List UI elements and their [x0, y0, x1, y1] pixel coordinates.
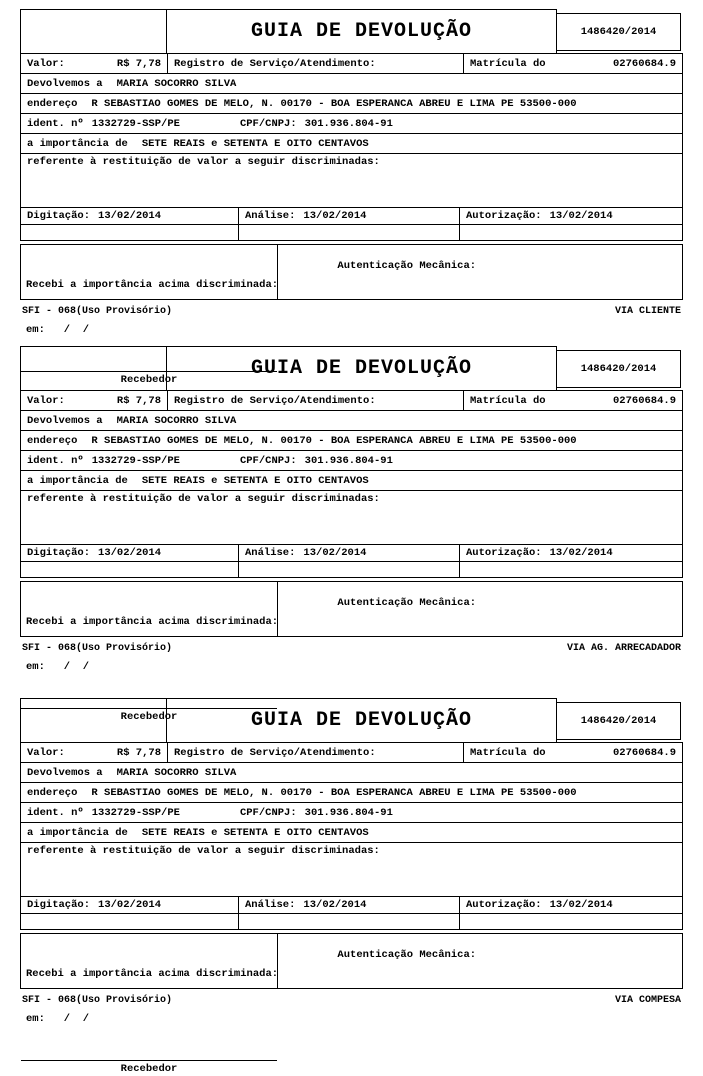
- valor-row: [20, 53, 683, 74]
- form-header: [20, 9, 683, 54]
- analise-cell: [239, 545, 460, 561]
- importancia-cell: [21, 134, 682, 153]
- valor-label: Valor:: [27, 394, 65, 407]
- form-footer: [20, 643, 683, 654]
- guide-number: 1486420/2014: [556, 702, 681, 740]
- registro-cell: [168, 391, 464, 410]
- importancia-value: SETE REAIS e SETENTA E OITO CENTAVOS: [141, 474, 369, 487]
- referente-row: [20, 842, 683, 897]
- devolvemos-label: Devolvemos a: [27, 766, 103, 779]
- valor-label: Valor:: [27, 57, 65, 70]
- matricula-value: 02760684.9: [612, 394, 676, 407]
- form-title: GUIA DE DEVOLUÇÃO: [166, 698, 557, 743]
- guia-de-devolucao-form: [20, 346, 683, 723]
- form-footer: [20, 995, 683, 1006]
- endereco-value: R SEBASTIAO GOMES DE MELO, N. 00170 - BOA ESPERANCA ABREU E LIMA PE 53500-000: [91, 786, 577, 799]
- guia-de-devolucao-form: [20, 9, 683, 386]
- form-header: [20, 698, 683, 743]
- digitacao-label: Digitação:: [27, 547, 91, 559]
- footer-form-code: SFI - 068(Uso Provisório): [22, 306, 173, 317]
- guide-number: 1486420/2014: [556, 13, 681, 51]
- endereco-label: endereço: [27, 434, 78, 447]
- footer-via-label: VIA COMPESA: [614, 995, 681, 1006]
- importancia-value: SETE REAIS e SETENTA E OITO CENTAVOS: [141, 826, 369, 839]
- ident-cell: [21, 114, 682, 133]
- autorizacao-value: 13/02/2014: [549, 210, 613, 222]
- analise-label: Análise:: [245, 210, 296, 222]
- autorizacao-cell: [460, 208, 682, 224]
- importancia-label: a importância de: [27, 826, 128, 839]
- endereco-row: [20, 782, 683, 803]
- digitacao-cell: [21, 208, 239, 224]
- ident-label: ident. nº: [27, 117, 84, 130]
- valor-value: R$ 7,78: [116, 746, 161, 759]
- ident-row: [20, 113, 683, 134]
- matricula-cell: [464, 54, 682, 73]
- importancia-row: [20, 470, 683, 491]
- valor-cell: [21, 54, 168, 73]
- blank-cell-2: [239, 914, 460, 929]
- digitacao-cell: [21, 897, 239, 913]
- cpf-label: CPF/CNPJ:: [239, 117, 297, 130]
- recebi-line1: Recebi a importância acima discriminada:: [26, 279, 279, 291]
- endereco-label: endereço: [27, 97, 78, 110]
- devolvemos-row: [20, 410, 683, 431]
- matricula-label: Matrícula do: [470, 57, 546, 70]
- endereco-row: [20, 93, 683, 114]
- importancia-cell: [21, 471, 682, 490]
- recebi-line2: em: / /: [26, 324, 90, 336]
- form-title: GUIA DE DEVOLUÇÃO: [166, 346, 557, 391]
- autenticacao-box: [277, 581, 683, 637]
- guia-de-devolucao-form: [20, 698, 683, 1075]
- form-title: GUIA DE DEVOLUÇÃO: [166, 9, 557, 54]
- autorizacao-cell: [460, 545, 682, 561]
- blank-cell-1: [21, 225, 239, 240]
- form-header: [20, 346, 683, 391]
- analise-label: Análise:: [245, 547, 296, 559]
- matricula-cell: [464, 743, 682, 762]
- header-empty-box: [20, 9, 167, 54]
- matricula-label: Matrícula do: [470, 394, 546, 407]
- analise-value: 13/02/2014: [303, 899, 367, 911]
- header-empty-box: [20, 698, 167, 743]
- blank-cell-2: [239, 562, 460, 577]
- autorizacao-cell: [460, 897, 682, 913]
- blank-cell-3: [460, 225, 682, 240]
- cpf-value: 301.936.804-91: [304, 806, 393, 819]
- valor-label: Valor:: [27, 746, 65, 759]
- ident-value: 1332729-SSP/PE: [91, 806, 180, 819]
- blank-cell-2: [239, 225, 460, 240]
- cpf-label: CPF/CNPJ:: [239, 806, 297, 819]
- referente-text: referente à restituição de valor a seguir discriminadas:: [27, 845, 380, 857]
- ident-cell: [21, 803, 682, 822]
- dates-row: [20, 896, 683, 914]
- importancia-label: a importância de: [27, 474, 128, 487]
- referente-cell: [21, 154, 682, 207]
- analise-cell: [239, 208, 460, 224]
- digitacao-label: Digitação:: [27, 899, 91, 911]
- valor-value: R$ 7,78: [116, 394, 161, 407]
- blank-cell-1: [21, 914, 239, 929]
- endereco-value: R SEBASTIAO GOMES DE MELO, N. 00170 - BOA ESPERANCA ABREU E LIMA PE 53500-000: [91, 97, 577, 110]
- footer-form-code: SFI - 068(Uso Provisório): [22, 995, 173, 1006]
- matricula-label: Matrícula do: [470, 746, 546, 759]
- registro-cell: [168, 54, 464, 73]
- header-empty-box: [20, 346, 167, 391]
- referente-cell: [21, 491, 682, 544]
- referente-row: [20, 153, 683, 208]
- registro-label: Registro de Serviço/Atendimento:: [174, 394, 376, 407]
- cpf-label: CPF/CNPJ:: [239, 454, 297, 467]
- endereco-cell: [21, 783, 682, 802]
- importancia-value: SETE REAIS e SETENTA E OITO CENTAVOS: [141, 137, 369, 150]
- digitacao-cell: [21, 545, 239, 561]
- ident-value: 1332729-SSP/PE: [91, 117, 180, 130]
- valor-row: [20, 742, 683, 763]
- devolvemos-value: MARIA SOCORRO SILVA: [116, 77, 237, 90]
- autenticacao-label: Autenticação Mecânica:: [337, 949, 477, 961]
- guide-number: 1486420/2014: [556, 350, 681, 388]
- devolvemos-cell: [21, 411, 682, 430]
- digitacao-value: 13/02/2014: [98, 899, 162, 911]
- dates-row: [20, 544, 683, 562]
- referente-row: [20, 490, 683, 545]
- analise-value: 13/02/2014: [303, 547, 367, 559]
- analise-label: Análise:: [245, 899, 296, 911]
- recebi-line1: Recebi a importância acima discriminada:: [26, 616, 279, 628]
- ident-label: ident. nº: [27, 454, 84, 467]
- digitacao-label: Digitação:: [27, 210, 91, 222]
- autenticacao-box: [277, 933, 683, 989]
- devolvemos-cell: [21, 763, 682, 782]
- endereco-cell: [21, 94, 682, 113]
- valor-cell: [21, 391, 168, 410]
- ident-label: ident. nº: [27, 806, 84, 819]
- valor-value: R$ 7,78: [116, 57, 161, 70]
- endereco-cell: [21, 431, 682, 450]
- autorizacao-value: 13/02/2014: [549, 547, 613, 559]
- analise-cell: [239, 897, 460, 913]
- cpf-value: 301.936.804-91: [304, 117, 393, 130]
- importancia-cell: [21, 823, 682, 842]
- valor-cell: [21, 743, 168, 762]
- autorizacao-label: Autorização:: [466, 210, 542, 222]
- blank-cell-3: [460, 562, 682, 577]
- matricula-value: 02760684.9: [612, 57, 676, 70]
- endereco-value: R SEBASTIAO GOMES DE MELO, N. 00170 - BOA ESPERANCA ABREU E LIMA PE 53500-000: [91, 434, 577, 447]
- autenticacao-label: Autenticação Mecânica:: [337, 260, 477, 272]
- footer-form-code: SFI - 068(Uso Provisório): [22, 643, 173, 654]
- referente-text: referente à restituição de valor a seguir discriminadas:: [27, 156, 380, 168]
- footer-via-label: VIA CLIENTE: [614, 306, 681, 317]
- recebi-line2: em: / /: [26, 661, 90, 673]
- dates-row: [20, 207, 683, 225]
- registro-label: Registro de Serviço/Atendimento:: [174, 746, 376, 759]
- devolvemos-label: Devolvemos a: [27, 414, 103, 427]
- referente-text: referente à restituição de valor a seguir discriminadas:: [27, 493, 380, 505]
- matricula-value: 02760684.9: [612, 746, 676, 759]
- referente-cell: [21, 843, 682, 896]
- registro-label: Registro de Serviço/Atendimento:: [174, 57, 376, 70]
- devolvemos-row: [20, 73, 683, 94]
- cpf-value: 301.936.804-91: [304, 454, 393, 467]
- recebedor-label: Recebedor: [21, 1060, 277, 1076]
- analise-value: 13/02/2014: [303, 210, 367, 222]
- registro-cell: [168, 743, 464, 762]
- endereco-row: [20, 430, 683, 451]
- recebedor-label: Recebedor: [21, 371, 277, 387]
- endereco-label: endereço: [27, 786, 78, 799]
- importancia-row: [20, 133, 683, 154]
- autorizacao-value: 13/02/2014: [549, 899, 613, 911]
- devolvemos-row: [20, 762, 683, 783]
- blank-cell-1: [21, 562, 239, 577]
- ident-cell: [21, 451, 682, 470]
- signature-blank-row: [20, 561, 683, 578]
- ident-row: [20, 802, 683, 823]
- digitacao-value: 13/02/2014: [98, 210, 162, 222]
- blank-cell-3: [460, 914, 682, 929]
- importancia-row: [20, 822, 683, 843]
- autenticacao-label: Autenticação Mecânica:: [337, 597, 477, 609]
- autenticacao-box: [277, 244, 683, 300]
- form-footer: [20, 306, 683, 317]
- autorizacao-label: Autorização:: [466, 547, 542, 559]
- signature-blank-row: [20, 224, 683, 241]
- autorizacao-label: Autorização:: [466, 899, 542, 911]
- devolvemos-value: MARIA SOCORRO SILVA: [116, 766, 237, 779]
- signature-blank-row: [20, 913, 683, 930]
- recebi-line2: em: / /: [26, 1013, 90, 1025]
- devolvemos-value: MARIA SOCORRO SILVA: [116, 414, 237, 427]
- ident-row: [20, 450, 683, 471]
- importancia-label: a importância de: [27, 137, 128, 150]
- recebi-line1: Recebi a importância acima discriminada:: [26, 968, 279, 980]
- matricula-cell: [464, 391, 682, 410]
- valor-row: [20, 390, 683, 411]
- recebedor-label: Recebedor: [21, 708, 277, 724]
- devolvemos-cell: [21, 74, 682, 93]
- devolvemos-label: Devolvemos a: [27, 77, 103, 90]
- digitacao-value: 13/02/2014: [98, 547, 162, 559]
- ident-value: 1332729-SSP/PE: [91, 454, 180, 467]
- footer-via-label: VIA AG. ARRECADADOR: [566, 643, 681, 654]
